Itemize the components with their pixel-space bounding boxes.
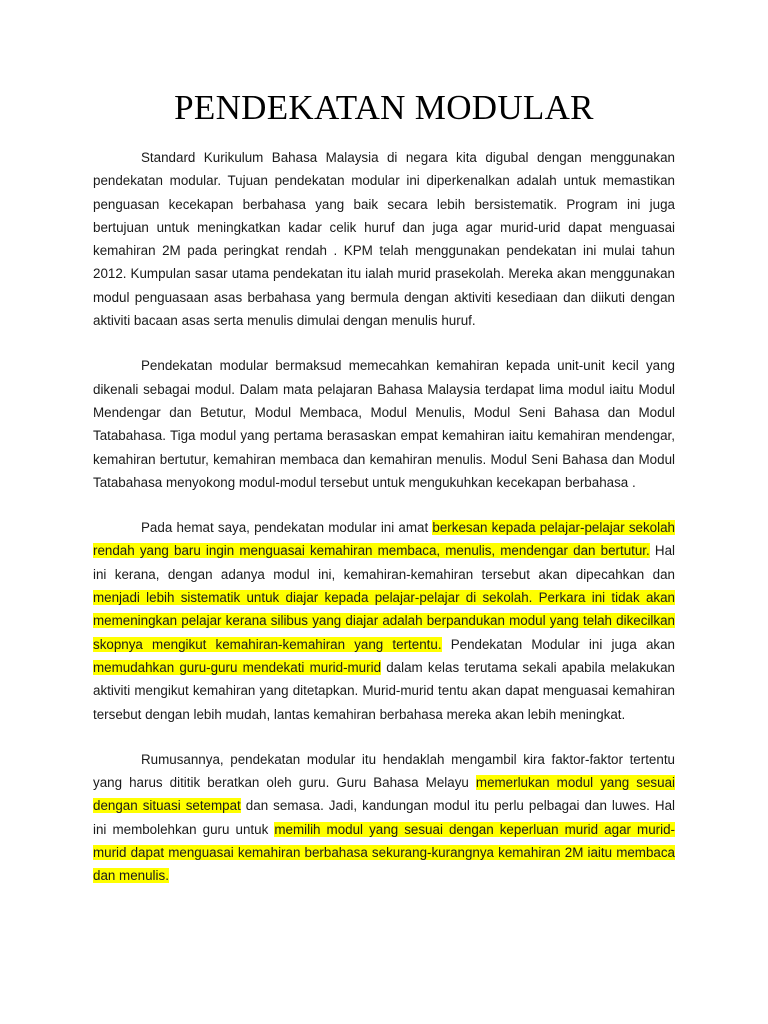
body-text: Pendekatan modular bermaksud memecahkan kemahiran kepada unit-unit kecil yang dikenali sebagai modul. Dalam mata pelajaran Bahasa Malaysia terdapat lima modul iaitu Modul Mendengar dan Betutur, Modul Membaca, Modul Menulis, Modul Seni Bahasa dan Modul Tatabahasa. Tiga modul yang pertama berasaskan empat kemahiran iaitu kemahiran mendengar, kemahiran bertutur, kemahiran membaca dan kemahiran menulis. Modul Seni Bahasa dan Modul Tatabahasa menyokong modul-modul tersebut untuk mengukuhkan kecekapan berbahasa .: [93, 358, 675, 490]
paragraph-2: [93, 354, 675, 494]
document-title: PENDEKATAN MODULAR: [174, 88, 594, 127]
paragraph-3: [93, 516, 675, 726]
document-body: [93, 146, 675, 888]
body-text: dalam kelas terutama sekali apabila melakukan aktiviti mengikut kemahiran yang ditetapkan. Murid-murid tentu akan dapat menguasai kemahiran tersebut dengan lebih mudah, lantas kemahiran berbahasa mereka akan lebih meningkat.: [93, 659, 675, 722]
body-text: Pendekatan Modular ini juga akan: [441, 636, 675, 652]
body-text: Standard Kurikulum Bahasa Malaysia di negara kita digubal dengan menggunakan pendekatan modular. Tujuan pendekatan modular ini diperkenalkan adalah untuk memastikan penguasan kecekapan berbahasa yang baik secara lebih bersistematik. Program ini juga bertujuan untuk meningkatkan kadar celik huruf dan juga agar murid-urid dapat menguasai kemahiran 2M pada peringkat rendah . KPM telah menggunakan pendekatan ini mulai tahun 2012. Kumpulan sasar utama pendekatan itu ialah murid prasekolah. Mereka akan menggunakan modul penguasaan asas berbahasa yang bermula dengan aktiviti kesediaan dan diikuti dengan aktiviti bacaan asas serta menulis dimulai dengan menulis huruf.: [93, 150, 675, 329]
paragraph-1: [93, 146, 675, 332]
body-text: dan semasa. Jadi, kandungan modul itu perlu pelbagai dan luwes. Hal ini membolehkan guru untuk: [93, 798, 675, 837]
body-text: Hal ini kerana, dengan adanya modul ini, kemahiran-kemahiran tersebut akan dipecahkan dan: [93, 543, 675, 582]
body-text: Rumusannya, pendekatan modular itu hendaklah mengambil kira faktor-faktor tertentu yang harus dititik beratkan oleh guru. Guru Bahasa Melayu: [93, 751, 675, 791]
highlighted-text: berkesan kepada pelajar-pelajar sekolah rendah yang baru ingin menguasai kemahiran membaca, menulis, mendengar dan bertutur.: [93, 520, 675, 559]
highlighted-text: memerlukan modul yang sesuai dengan situasi setempat: [93, 775, 676, 814]
highlighted-text: menjadi lebih sistematik untuk diajar kepada pelajar-pelajar di sekolah. Perkara ini tidak akan memeningkan pelajar kerana silibus yang diajar adalah berpandukan modul yang telah dikecilkan skopnya mengikut kemahiran-kemahiran yang tertentu.: [93, 590, 675, 652]
paragraph-4: [93, 748, 675, 888]
highlighted-text: memilih modul yang sesuai dengan keperluan murid agar murid-murid dapat menguasai kemahiran berbahasa sekurang-kurangnya kemahiran 2M iaitu membaca dan menulis.: [93, 821, 675, 884]
body-text: Pada hemat saya, pendekatan modular ini amat: [141, 520, 433, 536]
highlighted-text: memudahkan guru-guru mendekati murid-murid: [93, 659, 382, 675]
